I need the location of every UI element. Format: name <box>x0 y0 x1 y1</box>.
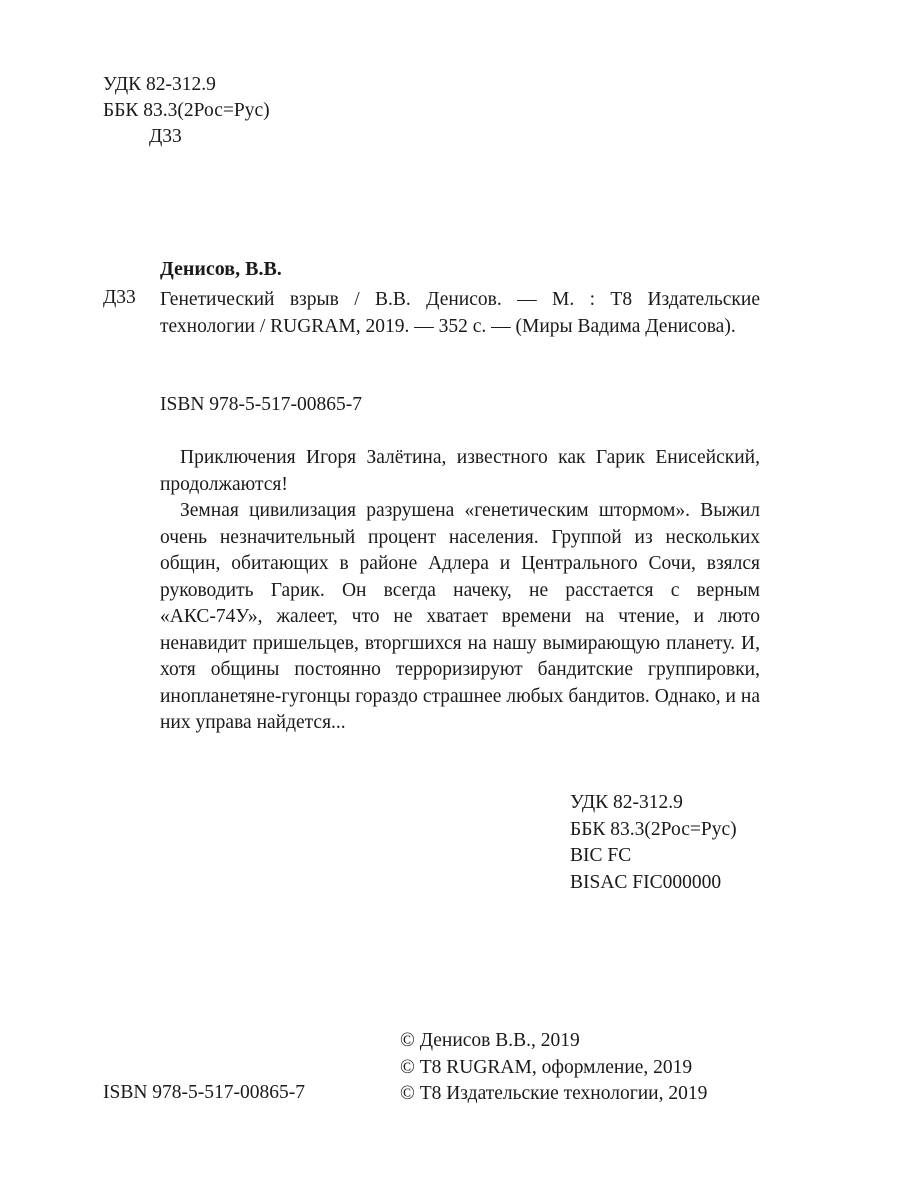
isbn-entry: ISBN 978-5-517-00865-7 <box>160 394 363 415</box>
bibliographic-description: Генетический взрыв / В.В. Денисов. — М. : Т8 Издательские технологии / RUGRAM, 2019. — 352 с. — (Миры Вадима Денисова). <box>160 289 760 337</box>
annotation <box>160 445 760 737</box>
copyright-line: © Т8 RUGRAM, оформление, 2019 <box>400 1056 693 1078</box>
author-heading: Денисов, В.В. <box>160 258 282 280</box>
annotation-paragraph: Земная цивилизация разрушена «генетическим штормом». Выжил очень незначительный процент населения. Группой из нескольких общин, обитающих в районе Адлера и Центрального Сочи, взялся руководить Гарик. Он всегда начеку, не расстается с верным «АКС-74У», жалеет, что не хватает времени на чтение, и люто ненавидит пришельцев, вторгшихся на нашу вымирающую планету. И, хотя общины постоянно терроризируют бандитские группировки, инопланетяне-гугонцы гораздо страшнее любых бандитов. Однако, и на них управа найдется... <box>160 500 760 733</box>
entry-cutter-code: Д33 <box>103 287 136 308</box>
bisac-code: BISAC FIC000000 <box>570 871 722 893</box>
udk-code: УДК 82-312.9 <box>103 74 216 95</box>
annotation-paragraph: Приключения Игоря Залётина, известного как Гарик Енисейский, продолжаются! <box>160 447 760 495</box>
copyright-line: © Т8 Издательские технологии, 2019 <box>400 1083 708 1104</box>
top-classification-codes <box>103 72 270 150</box>
bbk-code: ББК 83.3(2Рос=Рус) <box>570 818 737 840</box>
udk-code: УДК 82-312.9 <box>570 792 683 813</box>
copyright-notices <box>400 1028 707 1108</box>
bottom-classification-codes <box>570 790 737 896</box>
copyright-line: © Денисов В.В., 2019 <box>400 1030 580 1051</box>
bic-code: BIC FC <box>570 845 632 866</box>
cutter-code: Д33 <box>149 126 182 147</box>
bbk-code: ББК 83.3(2Рос=Рус) <box>103 100 270 121</box>
isbn-bottom: ISBN 978-5-517-00865-7 <box>103 1082 306 1103</box>
